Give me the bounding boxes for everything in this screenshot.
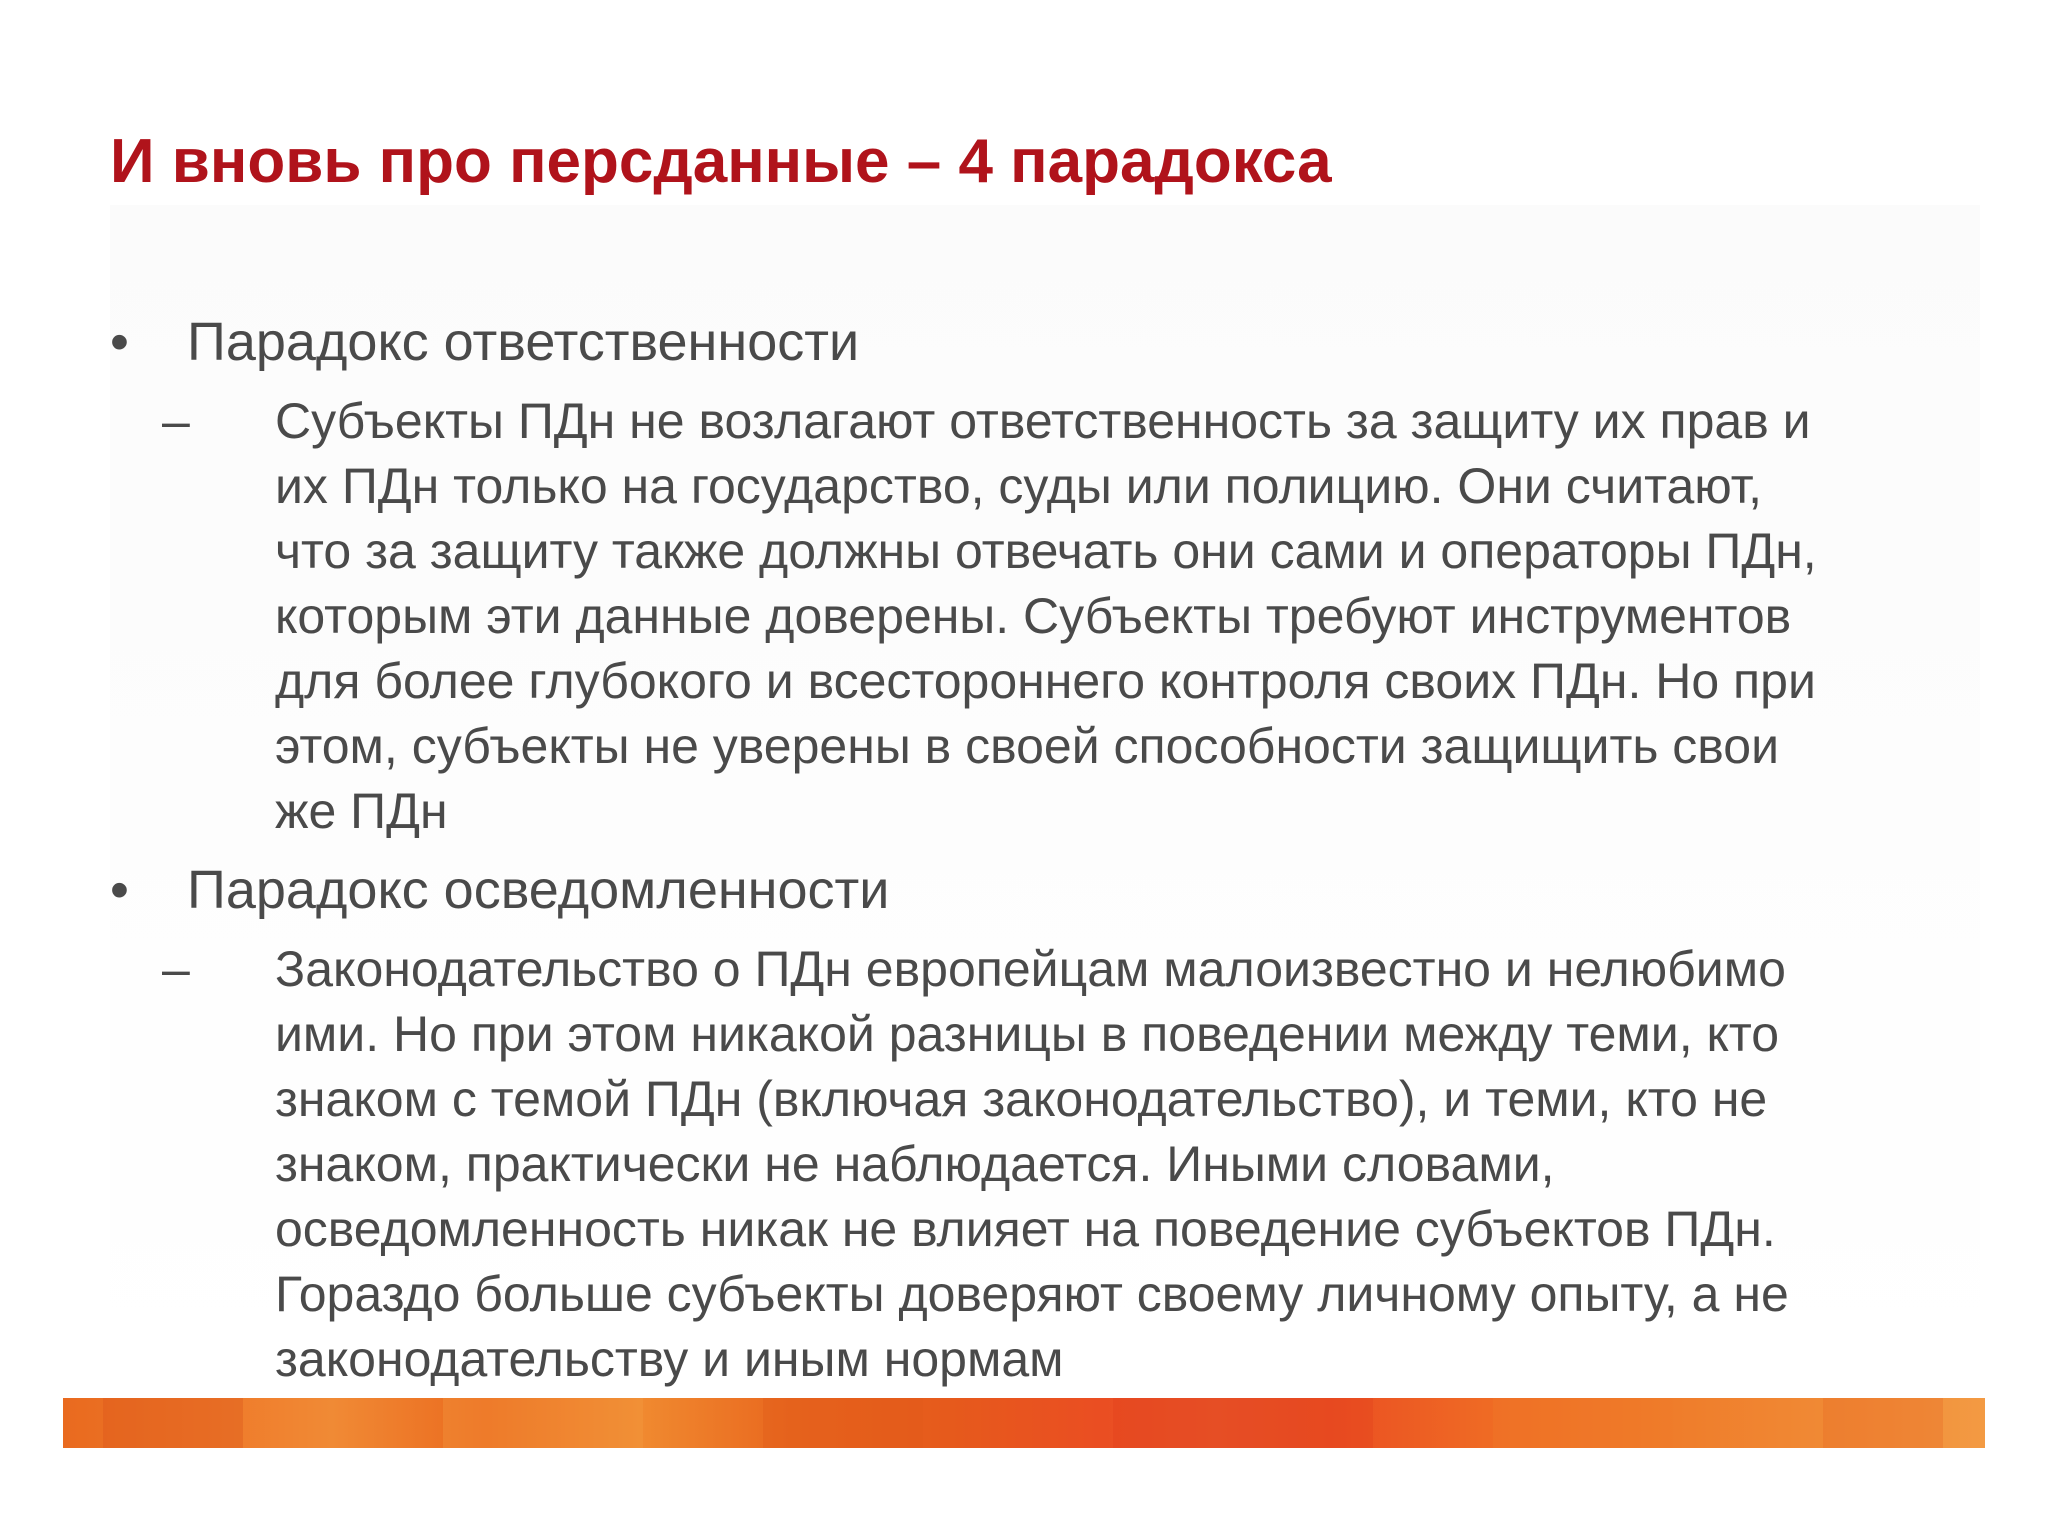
bullet-heading: Парадокс ответственности xyxy=(187,312,860,372)
sub-bullet-line: законодательству и иным нормам xyxy=(275,1331,1064,1387)
sub-bullet-line: которым эти данные доверены. Субъекты требуют инструментов xyxy=(275,588,1792,644)
band-segment xyxy=(1493,1398,1673,1448)
sub-bullet-line: этом, субъекты не уверены в своей способности защищить свои xyxy=(275,718,1780,774)
slide-title: И вновь про персданные – 4 парадокса xyxy=(110,127,1332,196)
sub-bullet-line: что за защиту также должны отвечать они сами и операторы ПДн, xyxy=(275,523,1817,579)
sub-bullet-line: ими. Но при этом никакой разницы в поведении между теми, кто xyxy=(275,1006,1780,1062)
band-segment xyxy=(103,1398,243,1448)
dash-marker: – xyxy=(162,393,190,449)
sub-bullet-line: Законодательство о ПДн европейцам малоизвестно и нелюбимо xyxy=(275,941,1786,997)
footer-decorative-band xyxy=(63,1398,1985,1448)
band-segment xyxy=(443,1398,643,1448)
bullet-marker: • xyxy=(110,860,129,920)
sub-bullet-line: знаком с темой ПДн (включая законодательство), и теми, кто не xyxy=(275,1071,1768,1127)
bullet-marker: • xyxy=(110,312,129,372)
sub-bullet-line: знаком, практически не наблюдается. Иными словами, xyxy=(275,1136,1555,1192)
bullet-item xyxy=(110,310,1970,375)
sub-bullet-line: их ПДн только на государство, суды или полицию. Они считают, xyxy=(275,458,1762,514)
bullet-heading: Парадокс осведомленности xyxy=(187,860,890,920)
sub-bullet-item xyxy=(162,389,2048,844)
sub-bullet-line: осведомленность никак не влияет на поведение субъектов ПДн. xyxy=(275,1201,1776,1257)
slide-body xyxy=(110,310,1970,1392)
dash-marker: – xyxy=(162,941,190,997)
sub-bullet-line: Субъекты ПДн не возлагают ответственность за защиту их прав и xyxy=(275,393,1811,449)
sub-bullet-line: для более глубокого и всестороннего контроля своих ПДн. Но при xyxy=(275,653,1816,709)
band-segment xyxy=(1823,1398,1943,1448)
sub-bullet-line: же ПДн xyxy=(275,783,448,839)
sub-bullet-line: Гораздо больше субъекты доверяют своему личному опыту, а не xyxy=(275,1266,1789,1322)
band-segment xyxy=(763,1398,923,1448)
bullet-item xyxy=(110,858,1970,923)
sub-bullet-item xyxy=(162,937,2048,1392)
band-segment xyxy=(1113,1398,1373,1448)
